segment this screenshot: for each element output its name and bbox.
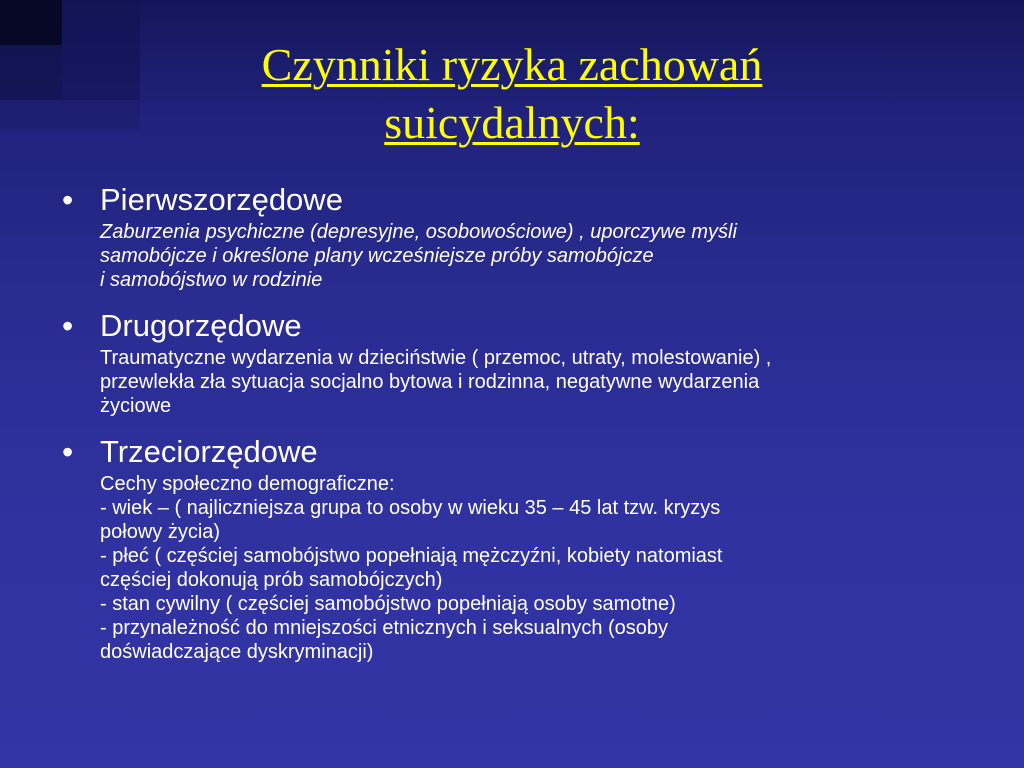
bullet-line: i samobójstwo w rodzinie — [100, 269, 323, 291]
bullet-item-primary — [60, 180, 960, 292]
bullet-dot-icon: • — [62, 434, 74, 470]
bullet-line: Zaburzenia psychiczne (depresyjne, osobowościowe) , uporczywe myśli — [100, 221, 737, 243]
bullet-body — [100, 472, 960, 664]
bullet-line: Traumatyczne wydarzenia w dzieciństwie ( przemoc, utraty, molestowanie) , — [100, 347, 772, 369]
bullet-heading: Drugorzędowe — [100, 308, 302, 343]
bullet-line: doświadczające dyskryminacji) — [100, 641, 374, 663]
bullet-line: Cechy społeczno demograficzne: — [100, 473, 395, 495]
bullet-dot-icon: • — [62, 182, 74, 218]
bullet-list — [60, 180, 960, 678]
bullet-line: - przynależność do mniejszości etnicznych i seksualnych (osoby — [100, 617, 669, 639]
bullet-line: połowy życia) — [100, 521, 221, 543]
slide-title — [0, 36, 1024, 152]
bullet-body — [100, 346, 960, 418]
slide-title-line-2: suicydalnych: — [384, 97, 640, 148]
bullet-line: częściej dokonują prób samobójczych) — [100, 569, 443, 591]
bullet-line: przewlekła zła sytuacja socjalno bytowa i rodzinna, negatywne wydarzenia — [100, 371, 760, 393]
bullet-line: - wiek – ( najliczniejsza grupa to osoby w wieku 35 – 45 lat tzw. kryzys — [100, 497, 721, 519]
bullet-item-tertiary — [60, 432, 960, 664]
slide-title-line-1: Czynniki ryzyka zachowań — [261, 39, 763, 90]
bullet-line: - płeć ( częściej samobójstwo popełniają mężczyźni, kobiety natomiast — [100, 545, 723, 567]
bullet-line: życiowe — [100, 395, 172, 417]
bullet-heading: Pierwszorzędowe — [100, 182, 343, 217]
bullet-body — [100, 220, 960, 292]
bullet-line: samobójcze i określone plany wcześniejsze próby samobójcze — [100, 245, 654, 267]
bullet-item-secondary — [60, 306, 960, 418]
bullet-heading: Trzeciorzędowe — [100, 434, 318, 469]
bullet-dot-icon: • — [62, 308, 74, 344]
bullet-line: - stan cywilny ( częściej samobójstwo popełniają osoby samotne) — [100, 593, 676, 615]
